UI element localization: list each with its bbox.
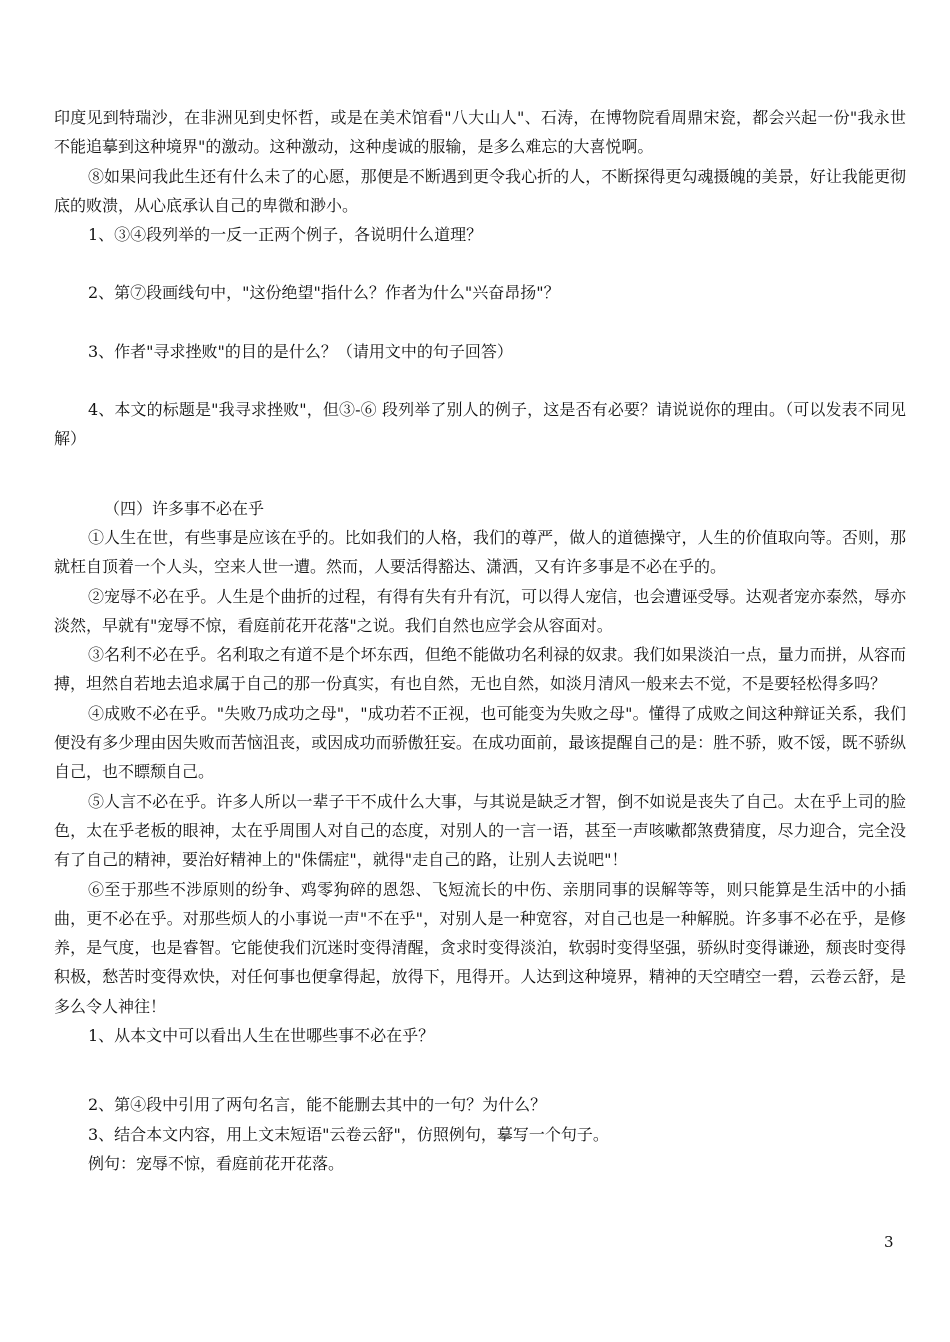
article-paragraph-1: ①人生在世，有些事是应该在乎的。比如我们的人格，我们的尊严，做人的道德操守，人生的价值取向等。否则，那就枉自顶着一个人头，空来人世一遭。然而，人要活得豁达、潇洒，又有许多事是不必在乎的。 xyxy=(54,527,906,577)
document-body xyxy=(54,103,906,1178)
article-paragraph-5: ⑤人言不必在乎。许多人所以一辈子干不成什么大事，与其说是缺乏才智，倒不如说是丧失了自己。太在乎上司的脸色，太在乎老板的眼神，太在乎周围人对自己的态度，对别人的一言一语，甚至一声咳嗽都煞费猜度，尽力迎合，完全没有了自己的精神，要治好精神上的"侏儒症"，就得"走自己的路，让别人去说吧"！ xyxy=(54,791,906,870)
question-4: 4、本文的标题是"我寻求挫败"，但③-⑥ 段列举了别人的例子，这是否有必要？请说说你的理由。（可以发表不同见解） xyxy=(54,400,906,449)
article-paragraph-2: ②宠辱不必在乎。人生是个曲折的过程，有得有失有升有沉，可以得人宠信，也会遭诬受辱。达观者宠亦泰然，辱亦淡然，早就有"宠辱不惊，看庭前花开花落"之说。我们自然也应学会从容面对。 xyxy=(54,586,906,635)
example-sentence: 例句：宠辱不惊，看庭前花开花落。 xyxy=(88,1153,345,1173)
question-2: 2、第⑦段画线句中，"这份绝望"指什么？作者为什么"兴奋昂扬"？ xyxy=(88,283,560,303)
page-number: 3 xyxy=(884,1233,894,1251)
question-3: 3、作者"寻求挫败"的目的是什么？（请用文中的句子回答） xyxy=(88,341,513,361)
section-heading: （四）许多事不必在乎 xyxy=(104,498,265,518)
article-question-1: 1、从本文中可以看出人生在世哪些事不必在乎？ xyxy=(88,1026,435,1046)
article-paragraph-4: ④成败不必在乎。"失败乃成功之母"，"成功若不正视，也可能变为失败之母"。懂得了成败之间这种辩证关系，我们便没有多少理由因失败而苦恼沮丧，或因成功而骄傲狂妄。在成功面前，最该提醒自己的是：胜不骄，败不馁，既不骄纵自己，也不瞟颓自己。 xyxy=(54,703,906,782)
article-paragraph-6: ⑥至于那些不涉原则的纷争、鸡零狗碎的恩怨、飞短流长的中伤、亲朋同事的误解等等，则只能算是生活中的小插曲，更不必在乎。对那些烦人的小事说一声"不在乎"，对别人是一种宽容，对自己也是一种解脱。许多事不必在乎，是修养，是气度，也是睿智。它能使我们沉迷时变得清醒，贪求时变得淡泊，软弱时变得坚强，骄纵时变得谦逊，颓丧时变得积极，愁苦时变得欢快，对任何事也便拿得起，放得下，甩得开。人达到这种境界，精神的天空晴空一碧，云卷云舒，是多么令人神往！ xyxy=(54,879,906,1016)
article-question-3: 3、结合本文内容，用上文末短语"云卷云舒"，仿照例句，摹写一个句子。 xyxy=(88,1124,609,1144)
article-paragraph-3: ③名利不必在乎。名利取之有道不是个坏东西，但绝不能做功名利禄的奴隶。我们如果淡泊一点，量力而拼，从容而搏，坦然自若地去追求属于自己的那一份真实，有也自然，无也自然，如淡月清风一般来去不觉，不是要轻松得多吗？ xyxy=(54,645,906,694)
article-question-2: 2、第④段中引用了两句名言，能不能删去其中的一句？为什么？ xyxy=(88,1095,547,1115)
paragraph-intro-continued: 印度见到特瑞沙，在非洲见到史怀哲，或是在美术馆看"八大山人"、石涛，在博物院看周鼎宋瓷，都会兴起一份"我永世不能追摹到这种境界"的激动。这种激动，这种虔诚的服输，是多么难忘的大喜悦啊。 xyxy=(54,108,906,157)
paragraph-8: ⑧如果问我此生还有什么未了的心愿，那便是不断遇到更令我心折的人，不断探得更勾魂摄魄的美景，好让我能更彻底的败溃，从心底承认自己的卑微和渺小。 xyxy=(54,166,906,215)
question-1: 1、③④段列举的一反一正两个例子，各说明什么道理？ xyxy=(88,225,483,245)
